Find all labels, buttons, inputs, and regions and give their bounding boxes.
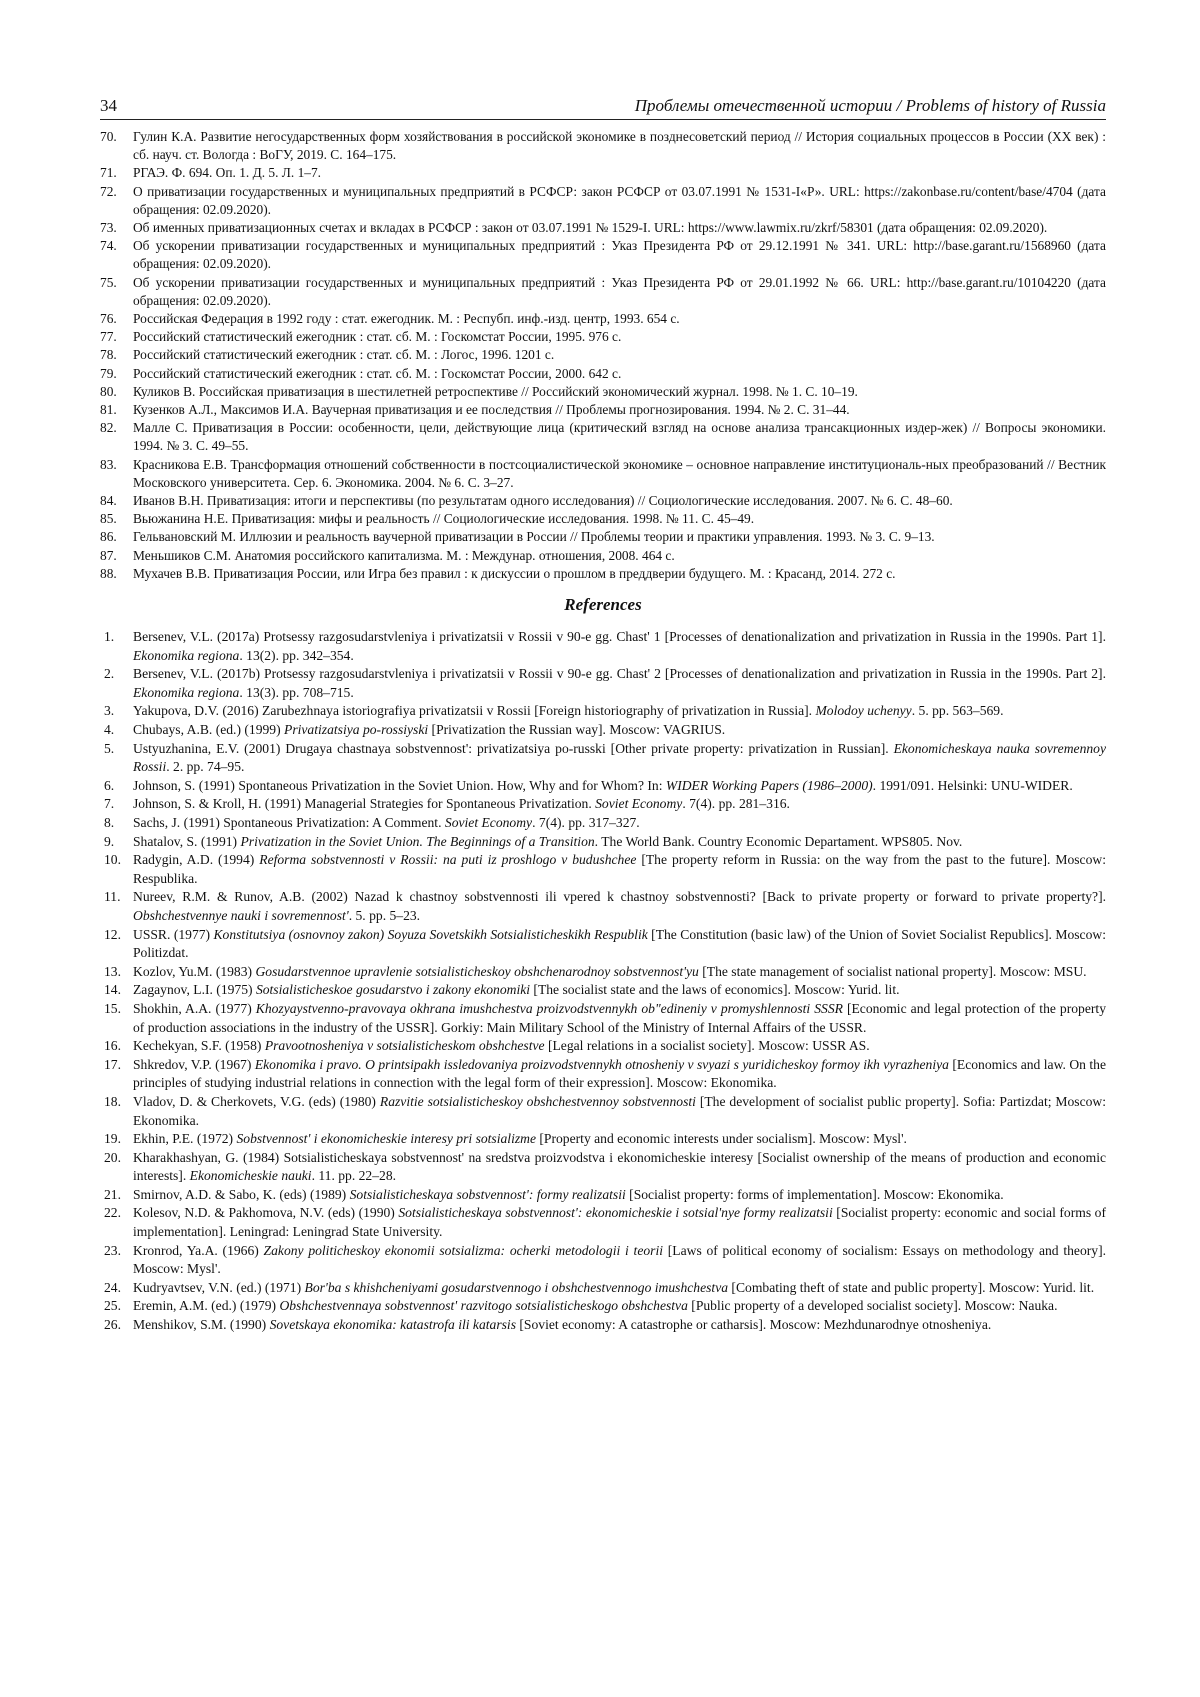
reference-item-text: Kudryavtsev, V.N. (ed.) (1971) Bor'ba s khishcheniyami gosudarstvennogo i obshchestvennogo imushchestva [Combating theft of state and public property]. Moscow: Yurid. lit. <box>133 1279 1095 1295</box>
journal-title: Проблемы отечественной истории / Problems of history of Russia <box>634 96 1106 115</box>
bibliography-item-number: 75. <box>100 274 117 290</box>
bibliography-item-text: Российский статистический ежегодник : стат. сб. М. : Госкомстат России, 2000. 642 с. <box>133 365 622 381</box>
reference-item <box>100 981 1106 1000</box>
bibliography-item-text: Куликов В. Российская приватизация в шестилетней ретроспективе // Российский экономический журнал. 1998. № 1. С. 10–19. <box>133 383 858 399</box>
bibliography-item-text: Российская Федерация в 1992 году : стат. ежегодник. М. : Респубп. инф.-изд. центр, 1993. 654 с. <box>133 311 680 327</box>
reference-item-number: 24. <box>104 1279 121 1295</box>
reference-item-number: 10. <box>104 852 121 868</box>
bibliography-item-text: О приватизации государственных и муниципальных предприятий в РСФСР: закон РСФСР от 03.07.1991 № 1531-I«Р». URL: https://zakonbase.ru/content/base/4704 (дата обращения: 02.09.2020). <box>133 183 1106 217</box>
bibliography-item <box>100 456 1106 492</box>
bibliography-item <box>100 183 1106 219</box>
bibliography-item <box>100 219 1106 237</box>
running-header <box>100 96 1106 120</box>
bibliography-item-number: 77. <box>100 329 117 345</box>
bibliography-item-text: Меньшиков С.М. Анатомия российского капитализма. М. : Междунар. отношения, 2008. 464 с. <box>133 547 675 563</box>
bibliography-item-number: 87. <box>100 547 117 563</box>
reference-item-number: 9. <box>104 833 115 849</box>
reference-item-text: Vladov, D. & Cherkovets, V.G. (eds) (1980) Razvitie sotsialisticheskoy obshchestvennoy sobstvennosti [The development of socialist public property]. Sofia: Partizdat; Moscow: Ekonomika. <box>133 1093 1107 1128</box>
reference-item-text: Menshikov, S.M. (1990) Sovetskaya ekonomika: katastrofa ili katarsis [Soviet economy: A catastrophe or catharsis]. Moscow: Mezhdunarodnye otnosheniya. <box>133 1317 992 1333</box>
bibliography-item-number: 80. <box>100 383 117 399</box>
reference-item-number: 3. <box>104 703 115 719</box>
reference-item-text: Shkredov, V.P. (1967) Ekonomika i pravo. O printsipakh issledovaniya proizvodstvennykh otnosheniy v svyazi s yuridicheskoy formoy ikh vyrazheniya [Economics and law. On the principles of studying industrial relations in connection with the legal form of their expression]. Moscow: Ekonomika. <box>133 1056 1106 1091</box>
reference-item-text: USSR. (1977) Konstitutsiya (osnovnoy zakon) Soyuza Sovetskikh Sotsialisticheskikh Respublik [The Constitution (basic law) of the Union of Soviet Socialist Republics]. Moscow: Politizdat. <box>133 926 1106 961</box>
bibliography-item-text: Гельвановский М. Иллюзии и реальность ваучерной приватизации в России // Проблемы теории и практики управления. 1993. № 3. С. 9–13. <box>133 529 935 545</box>
bibliography-item-text: РГАЭ. Ф. 694. Оп. 1. Д. 5. Л. 1–7. <box>133 165 322 181</box>
bibliography-item <box>100 328 1106 346</box>
reference-item-text: Kronrod, Ya.A. (1966) Zakony politicheskoy ekonomii sotsializma: ocherki metodologii i teorii [Laws of political economy of socialism: Essays on methodology and theory]. Moscow: Mysl'. <box>133 1242 1106 1277</box>
bibliography-item <box>100 310 1106 328</box>
bibliography-item <box>100 547 1106 565</box>
bibliography-item-text: Российский статистический ежегодник : стат. сб. М. : Госкомстат России, 1995. 976 с. <box>133 329 622 345</box>
reference-item-text: Shatalov, S. (1991) Privatization in the Soviet Union. The Beginnings of a Transition. The World Bank. Country Economic Departament. WPS805. Nov. <box>133 833 963 849</box>
bibliography-item <box>100 128 1106 164</box>
bibliography-list <box>100 128 1106 583</box>
bibliography-item <box>100 510 1106 528</box>
bibliography-item-text: Российский статистический ежегодник : стат. сб. М. : Логос, 1996. 1201 с. <box>133 347 555 363</box>
reference-item-number: 5. <box>104 740 115 756</box>
reference-item <box>100 1056 1106 1093</box>
reference-item-number: 16. <box>104 1038 121 1054</box>
bibliography-item-number: 74. <box>100 238 117 254</box>
reference-item-number: 7. <box>104 796 115 812</box>
bibliography-item <box>100 419 1106 455</box>
bibliography-item-number: 83. <box>100 456 117 472</box>
bibliography-item-text: Кузенков А.Л., Максимов И.А. Ваучерная приватизация и ее последствия // Проблемы прогнозирования. 1994. № 2. С. 31–44. <box>133 402 850 418</box>
references-heading: References <box>564 595 642 615</box>
reference-item <box>100 1297 1106 1316</box>
reference-item <box>100 628 1106 665</box>
reference-item <box>100 888 1106 925</box>
bibliography-item-text: Об ускорении приватизации государственных и муниципальных предприятий : Указ Президента РФ от 29.01.1992 № 66. URL: http://base.garant.ru/10104220 (дата обращения: 02.09.2020). <box>133 274 1106 308</box>
reference-item-text: Kozlov, Yu.M. (1983) Gosudarstvennoe upravlenie sotsialisticheskoy obshchenarodnoy sobstvennost'yu [The state management of socialist national property]. Moscow: MSU. <box>133 963 1087 979</box>
reference-item <box>100 740 1106 777</box>
reference-item-number: 12. <box>104 926 121 942</box>
page <box>100 96 1106 1335</box>
bibliography-item-text: Об именных приватизационных счетах и вкладах в РСФСР : закон от 03.07.1991 № 1529-I. URL: https://www.lawmix.ru/zkrf/58301 (дата обращения: 02.09.2020). <box>133 220 1048 236</box>
bibliography-item-number: 78. <box>100 347 117 363</box>
reference-item <box>100 926 1106 963</box>
bibliography-item-text: Красникова Е.В. Трансформация отношений собственности в постсоциалистической экономике – основное направление институциональ-ных преобразований // Вестник Московского университета. Сер. 6. Экономика. 2004. № 6. С. 3–27. <box>133 456 1106 490</box>
reference-item <box>100 1037 1106 1056</box>
bibliography-item-number: 85. <box>100 511 117 527</box>
reference-item <box>100 721 1106 740</box>
bibliography-item-text: Иванов В.Н. Приватизация: итоги и перспективы (по результатам одного исследования) // Социологические исследования. 2007. № 6. С. 48–60. <box>133 493 953 509</box>
bibliography-item <box>100 492 1106 510</box>
reference-item-number: 26. <box>104 1317 121 1333</box>
reference-item <box>100 963 1106 982</box>
reference-item <box>100 833 1106 852</box>
reference-item-text: Radygin, A.D. (1994) Reforma sobstvennosti v Rossii: na puti iz proshlogo v budushchee [The property reform in Russia: on the way from the past to the future]. Moscow: Respublika. <box>133 852 1106 886</box>
reference-item <box>100 795 1106 814</box>
reference-item-number: 6. <box>104 777 115 793</box>
bibliography-item-text: Мухачев В.В. Приватизация России, или Игра без правил : к дискуссии о прошлом в преддверии будущего. М. : Красанд, 2014. 272 с. <box>133 565 896 581</box>
reference-item-text: Zagaynov, L.I. (1975) Sotsialisticheskoe gosudarstvo i zakony ekonomiki [The socialist state and the laws of economics]. Moscow: Yurid. lit. <box>133 982 900 998</box>
bibliography-item <box>100 237 1106 273</box>
reference-item-text: Kolesov, N.D. & Pakhomova, N.V. (eds) (1990) Sotsialisticheskaya sobstvennost': ekonomicheskie i sotsial'nye formy realizatsii [Socialist property: economic and social forms of implementation]. Leningrad: Leningrad State University. <box>133 1205 1106 1240</box>
bibliography-item <box>100 274 1106 310</box>
reference-item-text: Sachs, J. (1991) Spontaneous Privatization: A Comment. Soviet Economy. 7(4). pp. 317–327. <box>133 815 640 831</box>
reference-item-number: 2. <box>104 666 115 682</box>
reference-item <box>100 1149 1106 1186</box>
reference-item <box>100 777 1106 796</box>
reference-item <box>100 851 1106 888</box>
bibliography-item-number: 82. <box>100 420 117 436</box>
reference-item <box>100 1093 1106 1130</box>
reference-item-text: Nureev, R.M. & Runov, A.B. (2002) Nazad k chastnoy sobstvennosti ili vpered k chastnoy sobstvennosti? [Back to private property or forward to private property?]. Obshchestvennye nauki i sovremennost'. 5. pp. 5–23. <box>133 889 1106 923</box>
reference-item-number: 20. <box>104 1149 121 1165</box>
bibliography-item-number: 84. <box>100 493 117 509</box>
bibliography-item-number: 71. <box>100 165 117 181</box>
reference-item-number: 23. <box>104 1242 121 1258</box>
bibliography-item-number: 72. <box>100 183 117 199</box>
references-list <box>100 628 1106 1335</box>
reference-item-text: Bersenev, V.L. (2017a) Protsessy razgosudarstvleniya i privatizatsii v Rossii v 90-e gg. Chast' 1 [Processes of denationalization and privatization in Russia in the 1990s. Part 1]. Ekonomika regiona. 13(2). pp. 342–354. <box>133 629 1106 663</box>
bibliography-item <box>100 528 1106 546</box>
reference-item-text: Eremin, A.M. (ed.) (1979) Obshchestvennaya sobstvennost' razvitogo sotsialisticheskogo obshchestva [Public property of a developed socialist society]. Moscow: Nauka. <box>133 1298 1058 1314</box>
reference-item <box>100 1279 1106 1298</box>
reference-item <box>100 1204 1106 1241</box>
reference-item-number: 25. <box>104 1298 121 1314</box>
reference-item-text: Kechekyan, S.F. (1958) Pravootnosheniya v sotsialisticheskom obshchestve [Legal relations in a socialist society]. Moscow: USSR AS. <box>133 1038 870 1054</box>
page-number: 34 <box>100 96 117 115</box>
reference-item-number: 14. <box>104 982 121 998</box>
reference-item <box>100 702 1106 721</box>
reference-item-text: Johnson, S. & Kroll, H. (1991) Managerial Strategies for Spontaneous Privatization. Soviet Economy. 7(4). pp. 281–316. <box>133 796 790 812</box>
bibliography-item <box>100 383 1106 401</box>
reference-item-text: Chubays, A.B. (ed.) (1999) Privatizatsiya po-rossiyski [Privatization the Russian way]. Moscow: VAGRIUS. <box>133 722 726 738</box>
bibliography-item-number: 88. <box>100 565 117 581</box>
reference-item-number: 11. <box>104 889 121 905</box>
reference-item-number: 21. <box>104 1186 121 1202</box>
reference-item-text: Smirnov, A.D. & Sabo, K. (eds) (1989) Sotsialisticheskaya sobstvennost': formy realizatsii [Socialist property: forms of implementation]. Moscow: Ekonomika. <box>133 1186 1004 1202</box>
bibliography-item <box>100 401 1106 419</box>
bibliography-item-text: Гулин К.А. Развитие негосударственных форм хозяйствования в российской экономике в позднесоветский период // История социальных процессов в России (XX век) : сб. науч. ст. Вологда : ВоГУ, 2019. С. 164–175. <box>133 129 1106 163</box>
reference-item-text: Bersenev, V.L. (2017b) Protsessy razgosudarstvleniya i privatizatsii v Rossii v 90-e gg. Chast' 2 [Processes of denationalization and privatization in Russia in the 1990s. Part 2]. Ekonomika regiona. 13(3). pp. 708–715. <box>133 666 1106 700</box>
reference-item-text: Yakupova, D.V. (2016) Zarubezhnaya istoriografiya privatizatsii v Rossii [Foreign historiography of privatization in Russia]. Molodoy uchenyy. 5. pp. 563–569. <box>133 703 1004 719</box>
bibliography-item-number: 73. <box>100 220 117 236</box>
bibliography-item-number: 81. <box>100 402 117 418</box>
reference-item-text: Johnson, S. (1991) Spontaneous Privatization in the Soviet Union. How, Why and for Whom? In: WIDER Working Papers (1986–2000). 1991/091. Helsinki: UNU-WIDER. <box>133 777 1073 793</box>
bibliography-item-text: Малле С. Приватизация в России: особенности, цели, действующие лица (критический взгляд на основе анализа трансакционных издер-жек) // Вопросы экономики. 1994. № 3. С. 49–55. <box>133 420 1106 454</box>
reference-item <box>100 814 1106 833</box>
reference-item-text: Ustyuzhanina, E.V. (2001) Drugaya chastnaya sobstvennost': privatizatsiya po-russki [Other private property: privatization in Russian]. Ekonomicheskaya nauka sovremennoy Rossii. 2. pp. 74–95. <box>133 740 1106 775</box>
reference-item-number: 22. <box>104 1205 121 1221</box>
reference-item-text: Shokhin, A.A. (1977) Khozyaystvenno-pravovaya okhrana imushchestva proizvodstvennykh ob"edineniy v promyshlennosti SSSR [Economic and legal protection of the property of production associations in the industry of the USSR]. Gorkiy: Main Military School of the Ministry of Internal Affairs of the USSR. <box>133 1000 1106 1035</box>
reference-item-number: 4. <box>104 722 115 738</box>
reference-item-number: 1. <box>104 629 115 645</box>
bibliography-item-number: 79. <box>100 365 117 381</box>
bibliography-item-number: 86. <box>100 529 117 545</box>
bibliography-item-number: 76. <box>100 311 117 327</box>
reference-item <box>100 665 1106 702</box>
bibliography-item-text: Вьюжанина Н.Е. Приватизация: мифы и реальность // Социологические исследования. 1998. № 11. С. 45–49. <box>133 511 755 527</box>
reference-item-number: 18. <box>104 1093 121 1109</box>
bibliography-item <box>100 565 1106 583</box>
reference-item-number: 8. <box>104 815 115 831</box>
reference-item <box>100 1186 1106 1205</box>
bibliography-item-text: Об ускорении приватизации государственных и муниципальных предприятий : Указ Президента РФ от 29.12.1991 № 341. URL: http://base.garant.ru/1568960 (дата обращения: 02.09.2020). <box>133 238 1106 272</box>
reference-item-number: 19. <box>104 1131 121 1147</box>
bibliography-item-number: 70. <box>100 129 117 144</box>
bibliography-item <box>100 346 1106 364</box>
bibliography-item <box>100 365 1106 383</box>
reference-item <box>100 1000 1106 1037</box>
reference-item <box>100 1130 1106 1149</box>
reference-item <box>100 1316 1106 1335</box>
bibliography-item <box>100 164 1106 182</box>
reference-item <box>100 1242 1106 1279</box>
reference-item-text: Kharakhashyan, G. (1984) Sotsialisticheskaya sobstvennost' na sredstva proizvodstva i ekonomicheskie interesy [Socialist ownership of the means of production and economic interests]. Ekonomicheskie nauki. 11. pp. 22–28. <box>133 1149 1106 1184</box>
reference-item-number: 15. <box>104 1000 121 1016</box>
reference-item-number: 17. <box>104 1056 121 1072</box>
reference-item-number: 13. <box>104 963 121 979</box>
reference-item-text: Ekhin, P.E. (1972) Sobstvennost' i ekonomicheskie interesy pri sotsializme [Property and economic interests under socialism]. Moscow: Mysl'. <box>133 1131 907 1147</box>
